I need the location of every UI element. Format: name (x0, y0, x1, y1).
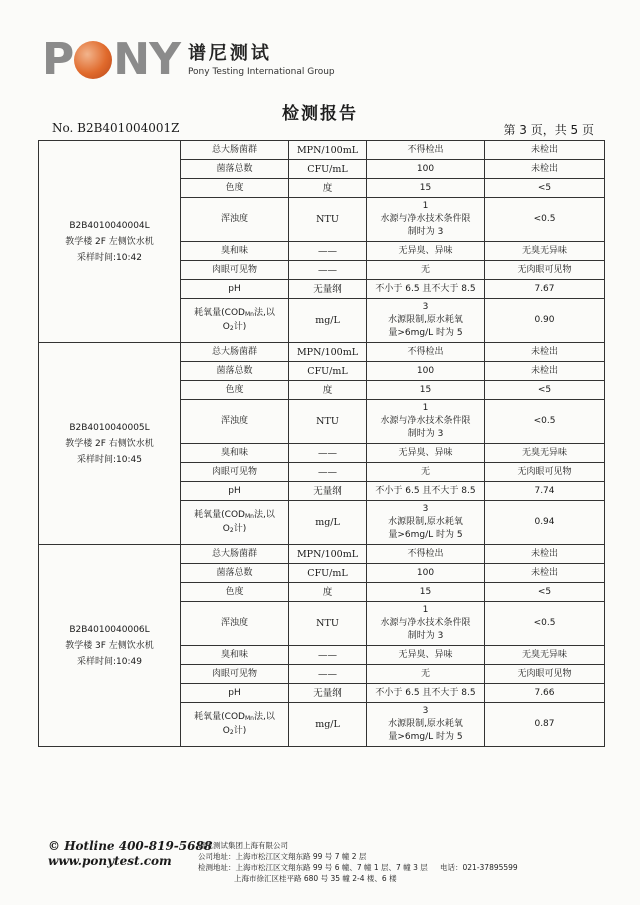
item-cell (181, 545, 289, 564)
item-name: 总大肠菌群 (211, 346, 257, 357)
unit-cell: MPN/100mL (289, 141, 367, 160)
item-cell (181, 362, 289, 381)
unit-cell: —— (289, 665, 367, 684)
limit-line: 水源限制,原水耗氧 (388, 719, 463, 729)
limit-cell: 不得检出 (367, 141, 485, 160)
limit-cell: 100 (367, 564, 485, 583)
item-cell (181, 179, 289, 198)
sample-id: B2B4010040006L (69, 624, 150, 635)
item-name-line1 (183, 509, 286, 523)
test-address-2: 上海市徐汇区桂平路 680 号 35 幢 2-4 楼、6 楼 (234, 874, 397, 883)
logo-letters-ny: NY (113, 34, 180, 85)
item-name: pH (228, 687, 241, 698)
limit-cell: 15 (367, 179, 485, 198)
limit-line: 水源限制,原水耗氧 (388, 315, 463, 325)
logo-letter-p: P (42, 34, 74, 85)
item-name: 浑浊度 (220, 416, 248, 426)
result-cell: 0.94 (485, 501, 605, 545)
logo-o-circle-icon (74, 41, 112, 79)
item-name-line1 (183, 711, 286, 725)
limit-cell: 不小于 6.5 且不大于 8.5 (367, 280, 485, 299)
limit-line: 制时为 3 (407, 227, 444, 237)
limit-line: 3 (422, 504, 429, 514)
sample-id: B2B4010040005L (69, 422, 150, 433)
unit-cell: MPN/100mL (289, 545, 367, 564)
sample-location: 教学楼 2F 右侧饮水机 (65, 438, 154, 449)
limit-line: 3 (422, 706, 429, 716)
item-part: 2 (229, 324, 234, 332)
item-name: 臭和味 (220, 245, 248, 256)
limit-line: 量>6mg/L 时为 5 (388, 328, 463, 338)
item-cell (181, 381, 289, 400)
group-name: 谱尼测试集团上海有限公司 (198, 841, 288, 850)
result-cell: 0.87 (485, 703, 605, 747)
result-cell: 7.66 (485, 684, 605, 703)
unit-cell: 度 (289, 583, 367, 602)
limit-cell: 不得检出 (367, 343, 485, 362)
limit-cell (367, 198, 485, 242)
item-part: 耗氧量(COD (194, 307, 245, 318)
item-name: 色度 (225, 384, 244, 395)
limit-cell: 15 (367, 381, 485, 400)
limit-cell: 无异臭、异味 (367, 444, 485, 463)
limit-cell: 100 (367, 362, 485, 381)
item-name: 肉眼可见物 (211, 668, 257, 679)
limit-cell: 不小于 6.5 且不大于 8.5 (367, 684, 485, 703)
sample-time: 采样时间:10:42 (77, 252, 142, 263)
item-cell (181, 703, 289, 747)
item-part: 2 (229, 728, 234, 736)
item-cell (181, 444, 289, 463)
result-cell: <0.5 (485, 602, 605, 646)
limit-line: 水源与净水技术条件限 (380, 618, 471, 628)
limit-line: 水源与净水技术条件限 (380, 214, 471, 224)
page-number: 第 3 页，共 5 页 (503, 123, 594, 137)
item-part: 计) (233, 725, 247, 736)
company-info (198, 840, 428, 884)
limit-cell: 不得检出 (367, 545, 485, 564)
result-cell: 未检出 (485, 343, 605, 362)
item-part: 耗氧量(COD (194, 711, 245, 722)
results-table (38, 140, 605, 747)
item-part: 法,以 (253, 307, 275, 318)
item-name-line1 (183, 307, 286, 321)
result-cell: 0.90 (485, 299, 605, 343)
limit-line: 水源限制,原水耗氧 (388, 517, 463, 527)
unit-cell: CFU/mL (289, 160, 367, 179)
item-part: O (222, 725, 230, 736)
item-cell (181, 261, 289, 280)
test-address-1: 检测地址：上海市松江区文翔东路 99 号 6 幢、7 幢 1 层、7 幢 3 层 (198, 863, 428, 872)
limit-line: 1 (422, 605, 429, 615)
result-cell: 无肉眼可见物 (485, 463, 605, 482)
result-cell: 无臭无异味 (485, 646, 605, 665)
company-address: 公司地址：上海市松江区文翔东路 99 号 7 幢 2 层 (198, 852, 367, 861)
table-row (39, 545, 605, 564)
company-name-en: Pony Testing International Group (187, 67, 335, 77)
item-cell (181, 400, 289, 444)
item-part: Mn (244, 512, 254, 520)
item-cell (181, 198, 289, 242)
limit-line: 1 (422, 403, 429, 413)
item-cell (181, 665, 289, 684)
item-cell (181, 242, 289, 261)
report-title: 检测报告 (282, 104, 358, 124)
item-part: 2 (229, 526, 234, 534)
unit-cell: NTU (289, 400, 367, 444)
limit-cell: 无 (367, 665, 485, 684)
item-part: Mn (244, 714, 254, 722)
item-cell (181, 299, 289, 343)
phone: 电话：021-37895599 (440, 863, 518, 872)
item-name: 总大肠菌群 (211, 144, 257, 155)
item-name: 色度 (225, 182, 244, 193)
unit-cell: —— (289, 646, 367, 665)
unit-cell: 度 (289, 381, 367, 400)
result-cell: <5 (485, 583, 605, 602)
result-cell: <5 (485, 179, 605, 198)
item-cell (181, 482, 289, 501)
item-cell (181, 501, 289, 545)
limit-line: 量>6mg/L 时为 5 (388, 530, 463, 540)
limit-cell: 无异臭、异味 (367, 242, 485, 261)
item-cell (181, 646, 289, 665)
company-name-cn: 谱尼测试 (187, 43, 272, 64)
item-cell (181, 160, 289, 179)
report-number: No. B2B401004001Z (52, 121, 180, 135)
unit-cell: CFU/mL (289, 362, 367, 381)
result-cell: 未检出 (485, 160, 605, 179)
item-name: 肉眼可见物 (211, 264, 257, 275)
item-name: 总大肠菌群 (211, 548, 257, 559)
unit-cell: —— (289, 242, 367, 261)
limit-cell: 不小于 6.5 且不大于 8.5 (367, 482, 485, 501)
logo-text (188, 44, 335, 77)
limit-line: 制时为 3 (407, 429, 444, 439)
item-part: 法,以 (253, 711, 275, 722)
limit-cell (367, 299, 485, 343)
item-cell (181, 602, 289, 646)
limit-line: 水源与净水技术条件限 (380, 416, 471, 426)
item-cell (181, 583, 289, 602)
item-name: 色度 (225, 586, 244, 597)
limit-cell: 无 (367, 261, 485, 280)
item-cell (181, 684, 289, 703)
item-name: pH (228, 485, 241, 496)
limit-line: 3 (422, 302, 429, 312)
unit-cell: NTU (289, 198, 367, 242)
item-cell (181, 141, 289, 160)
limit-cell (367, 400, 485, 444)
sample-info-cell (39, 545, 181, 747)
item-cell (181, 564, 289, 583)
table-row (39, 343, 605, 362)
item-part: O (222, 523, 230, 534)
item-name-line2 (183, 321, 286, 335)
item-name: 浑浊度 (220, 214, 248, 224)
company-logo (42, 34, 335, 85)
item-name: 浑浊度 (220, 618, 248, 628)
item-cell (181, 280, 289, 299)
result-cell: 7.74 (485, 482, 605, 501)
item-part: O (222, 321, 230, 332)
item-part: 计) (233, 321, 247, 332)
unit-cell: —— (289, 463, 367, 482)
result-cell: 无肉眼可见物 (485, 665, 605, 684)
item-name: 菌落总数 (216, 365, 253, 376)
result-cell: 未检出 (485, 362, 605, 381)
unit-cell: CFU/mL (289, 564, 367, 583)
sample-time: 采样时间:10:45 (77, 454, 142, 465)
copyright-icon: © (48, 839, 60, 853)
unit-cell: MPN/100mL (289, 343, 367, 362)
result-cell: <0.5 (485, 400, 605, 444)
limit-cell: 100 (367, 160, 485, 179)
unit-cell: mg/L (289, 299, 367, 343)
sample-id: B2B4010040004L (69, 220, 150, 231)
result-cell: <5 (485, 381, 605, 400)
unit-cell: 无量纲 (289, 280, 367, 299)
result-cell: 无臭无异味 (485, 444, 605, 463)
item-cell (181, 463, 289, 482)
result-cell: 未检出 (485, 564, 605, 583)
item-name: 臭和味 (220, 649, 248, 660)
item-name: 臭和味 (220, 447, 248, 458)
limit-cell: 无异臭、异味 (367, 646, 485, 665)
website-link[interactable]: www.ponytest.com (48, 854, 172, 868)
results-table-body (39, 141, 605, 747)
item-name: pH (228, 283, 241, 294)
item-name-line2 (183, 523, 286, 537)
item-name-line2 (183, 725, 286, 739)
item-cell (181, 343, 289, 362)
table-row (39, 141, 605, 160)
sample-info-cell (39, 141, 181, 343)
unit-cell: 无量纲 (289, 684, 367, 703)
result-cell: 7.67 (485, 280, 605, 299)
unit-cell: NTU (289, 602, 367, 646)
result-cell: <0.5 (485, 198, 605, 242)
hotline (48, 839, 212, 853)
unit-cell: —— (289, 261, 367, 280)
limit-cell: 15 (367, 583, 485, 602)
limit-cell: 无 (367, 463, 485, 482)
sample-time: 采样时间:10:49 (77, 656, 142, 667)
limit-line: 1 (422, 201, 429, 211)
logo-mark (42, 34, 180, 85)
unit-cell: —— (289, 444, 367, 463)
item-part: 耗氧量(COD (194, 509, 245, 520)
limit-line: 量>6mg/L 时为 5 (388, 732, 463, 742)
unit-cell: mg/L (289, 703, 367, 747)
limit-line: 制时为 3 (407, 631, 444, 641)
sample-location: 教学楼 3F 左侧饮水机 (65, 640, 154, 651)
limit-cell (367, 501, 485, 545)
result-cell: 无臭无异味 (485, 242, 605, 261)
limit-cell (367, 703, 485, 747)
item-name: 菌落总数 (216, 567, 253, 578)
unit-cell: mg/L (289, 501, 367, 545)
item-part: Mn (244, 310, 254, 318)
unit-cell: 度 (289, 179, 367, 198)
hotline-text: Hotline 400-819-5688 (64, 839, 213, 853)
item-name: 菌落总数 (216, 163, 253, 174)
item-name: 肉眼可见物 (211, 466, 257, 477)
item-part: 法,以 (253, 509, 275, 520)
result-cell: 未检出 (485, 141, 605, 160)
result-cell: 无肉眼可见物 (485, 261, 605, 280)
sample-location: 教学楼 2F 左侧饮水机 (65, 236, 154, 247)
sample-info-cell (39, 343, 181, 545)
unit-cell: 无量纲 (289, 482, 367, 501)
result-cell: 未检出 (485, 545, 605, 564)
item-part: 计) (233, 523, 247, 534)
limit-cell (367, 602, 485, 646)
